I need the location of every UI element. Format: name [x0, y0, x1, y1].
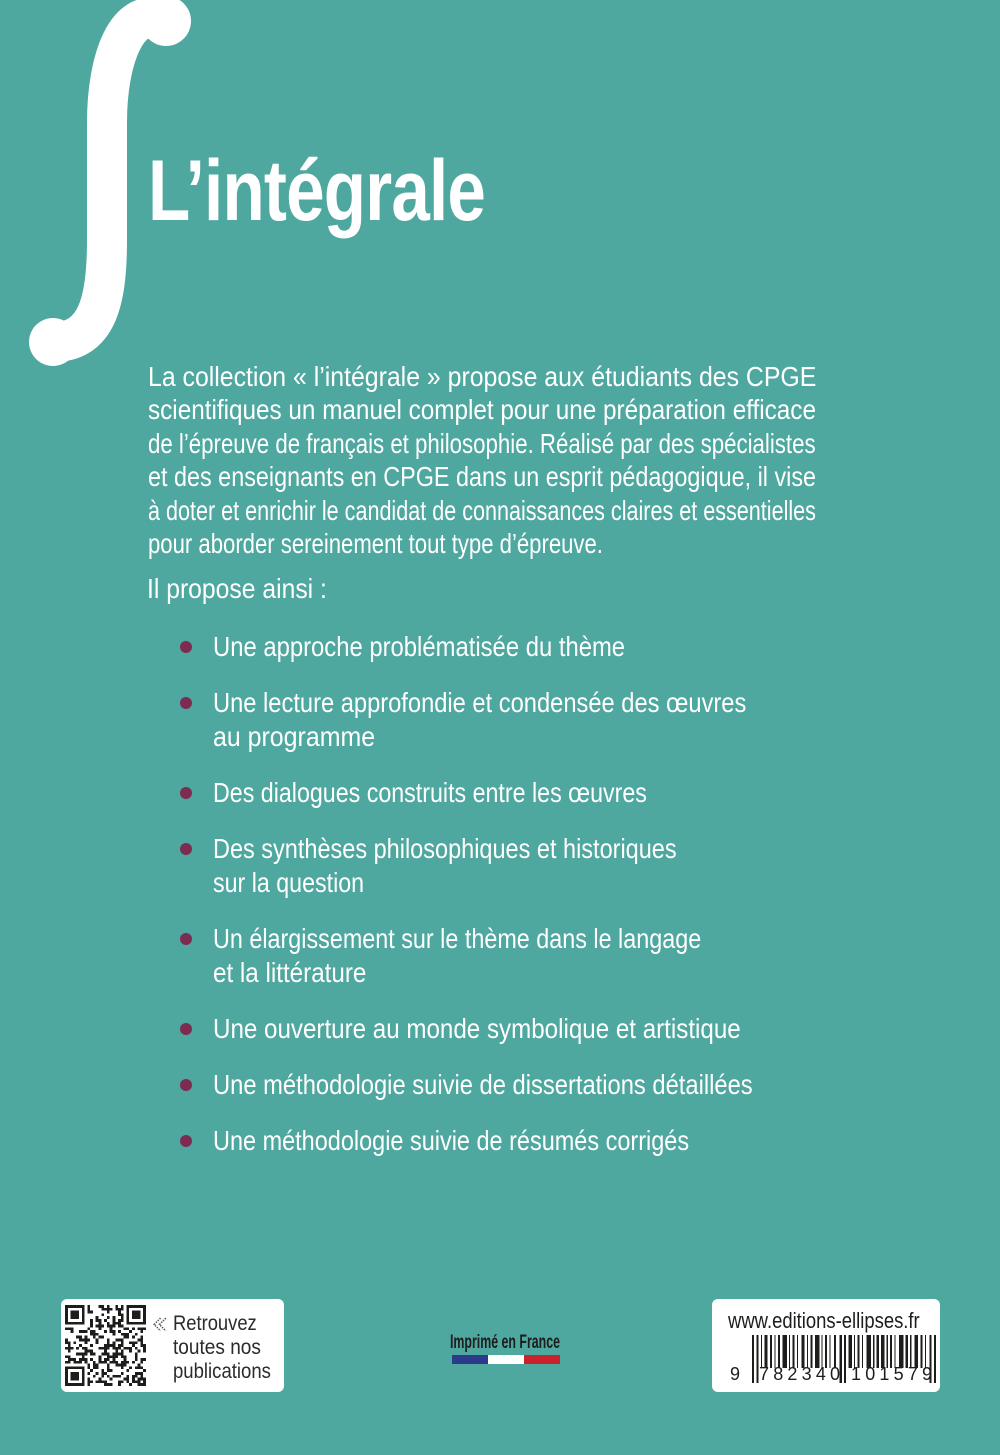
bullet-icon [180, 1135, 192, 1147]
list-item-continuation: sur la question [213, 867, 365, 898]
ean-group2: 101579 [851, 1364, 937, 1384]
collection-title [148, 143, 567, 239]
bullet-icon [180, 1079, 192, 1091]
bullet-icon [180, 843, 192, 855]
intro-line: et des enseignants en CPGE dans un esprit pédagogique, il vise [148, 461, 817, 492]
publisher-website: www.editions-ellipses.fr [728, 1308, 920, 1333]
list-item: Une ouverture au monde symbolique et artistique [213, 1012, 825, 1046]
intro-line: de l’épreuve de français et philosophie. Réalisé par des spécialistes [148, 428, 816, 459]
list-item: Des synthèses philosophiques et historiques [213, 832, 766, 866]
list-item-continuation: et la littérature [213, 957, 367, 988]
list-item: Un élargissement sur le thème dans le langage [213, 922, 798, 956]
barcode-card [712, 1299, 940, 1392]
intro-line: La collection « l’intégrale » propose aux étudiants des CPGE [148, 361, 817, 392]
ean-group1: 782340 [759, 1364, 845, 1384]
publications-text-line: Retrouvez [173, 1312, 257, 1335]
bullet-icon [180, 933, 192, 945]
flag-blue-segment [452, 1355, 488, 1364]
list-item-continuation: au programme [213, 721, 376, 752]
publications-card [61, 1299, 284, 1392]
bullet-icon [180, 1023, 192, 1035]
list-item: Une approche problématisée du thème [213, 630, 697, 664]
list-item: Une méthodologie suivie de résumés corrigés [213, 1124, 781, 1158]
collection-title-text: L’intégrale [148, 143, 486, 239]
bullet-icon [180, 641, 192, 653]
qr-code [65, 1305, 146, 1386]
intro-line: à doter et enrichir le candidat de connaissances claires et essentielles [148, 495, 816, 526]
bullet-icon [180, 787, 192, 799]
flashcode-icon [152, 1316, 169, 1333]
intro-line: pour aborder sereinement tout type d’épreuve. [148, 528, 603, 559]
imprint-label: Imprimé en France [450, 1332, 560, 1353]
publications-text-line: publications [173, 1360, 271, 1383]
ean-lead-digit: 9 [730, 1364, 741, 1384]
list-item: Une lecture approfondie et condensée des œuvres [213, 686, 843, 720]
publications-text-line: toutes nos [173, 1336, 261, 1359]
list-item: Une méthodologie suivie de dissertations détaillées [213, 1068, 850, 1102]
french-flag-icon [452, 1355, 560, 1364]
list-heading: Il propose ainsi : [147, 573, 327, 604]
intro-line: scientifiques un manuel complet pour une préparation efficace [148, 394, 816, 425]
flag-red-segment [524, 1355, 560, 1364]
bullet-icon [180, 697, 192, 709]
list-item: Des dialogues construits entre les œuvres [213, 776, 736, 810]
flag-white-segment [488, 1355, 524, 1364]
